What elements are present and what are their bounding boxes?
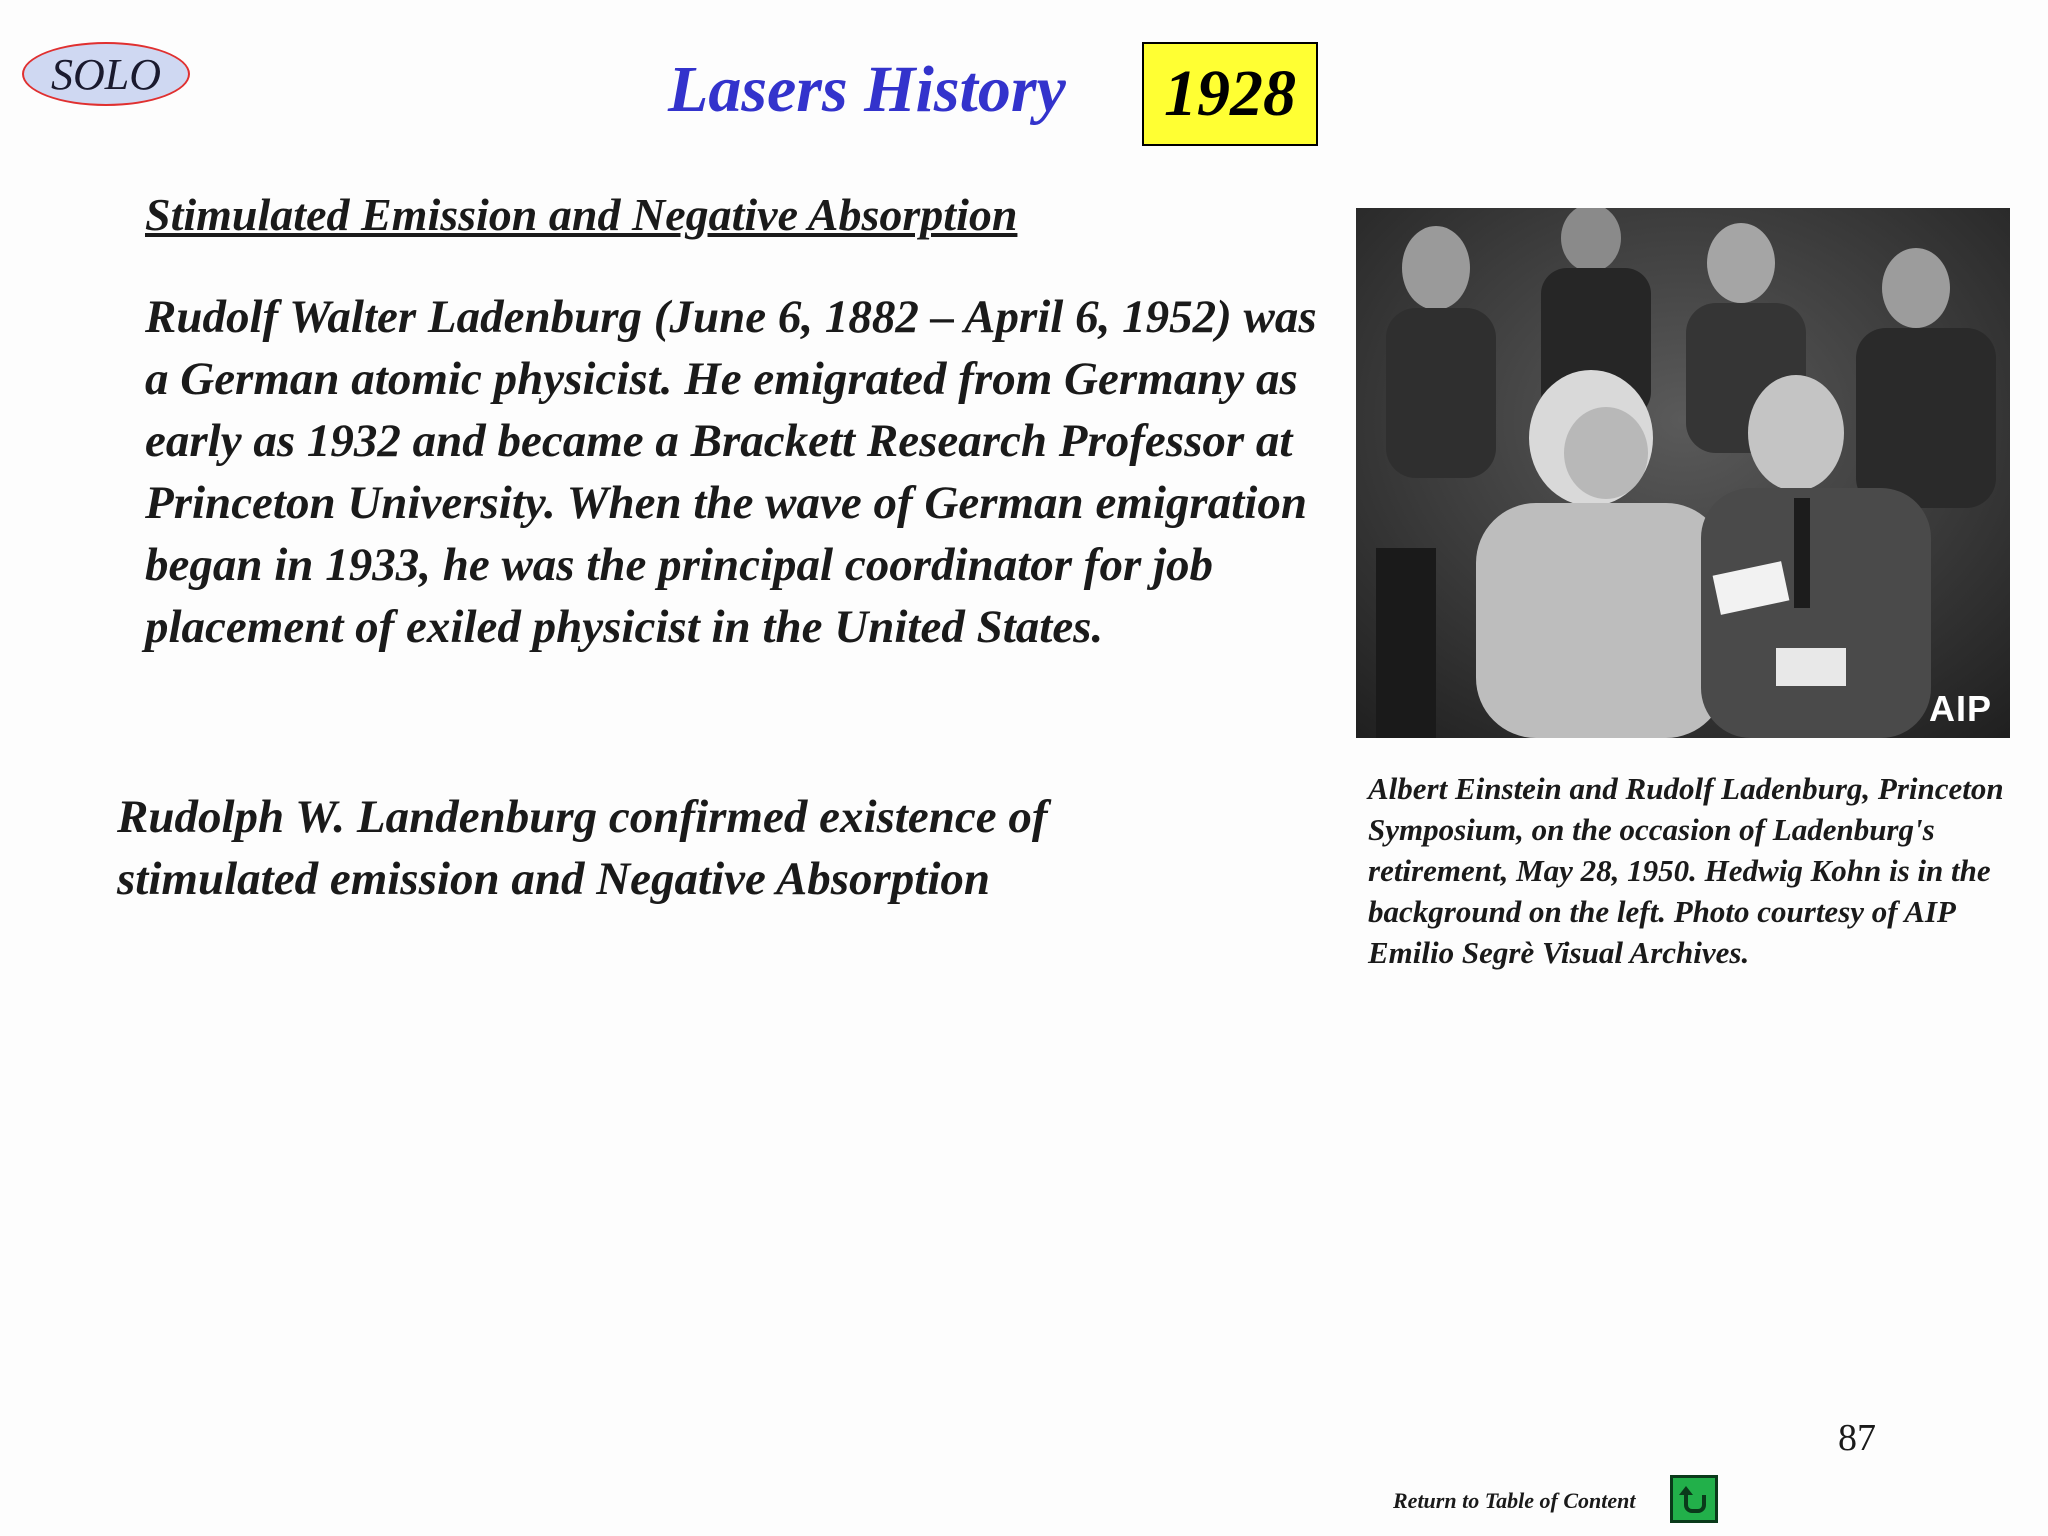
year-box [1142,42,1318,146]
solo-badge-label: SOLO [50,49,162,99]
biography-paragraph: Rudolf Walter Ladenburg (June 6, 1882 – April 6, 1952) was a German atomic physicist. He emigrated from Germany as early as 1932 and became a Brackett Research Professor at Princeton University. When the wave of German emigration began in 1933, he was the principal coordinator for job placement of exiled physicist in the United States. [145,291,1317,653]
photo-illustration [1356,208,2010,738]
return-arrow-icon[interactable] [1670,1475,1718,1523]
page-number: 87 [1838,1417,1876,1459]
confirmation-paragraph: Rudolph W. Landenburg confirmed existence of stimulated emission and Negative Absorption [117,791,1048,905]
page-title: Lasers History [668,53,1066,126]
solo-badge [22,42,190,106]
aip-watermark: AIP [1928,688,1992,729]
return-arrow-glyph [1676,1481,1712,1517]
einstein-ladenburg-photo [1356,208,2010,738]
return-to-toc-link[interactable]: Return to Table of Content [1393,1488,1636,1513]
photo-caption: Albert Einstein and Rudolf Ladenburg, Princeton Symposium, on the occasion of Ladenburg's retirement, May 28, 1950. Hedwig Kohn is in the background on the left. Photo courtesy of AIP Emilio Segrè Visual Archives. [1368,771,2004,970]
year-label: 1928 [1164,57,1296,130]
section-subtitle: Stimulated Emission and Negative Absorption [145,189,1018,240]
